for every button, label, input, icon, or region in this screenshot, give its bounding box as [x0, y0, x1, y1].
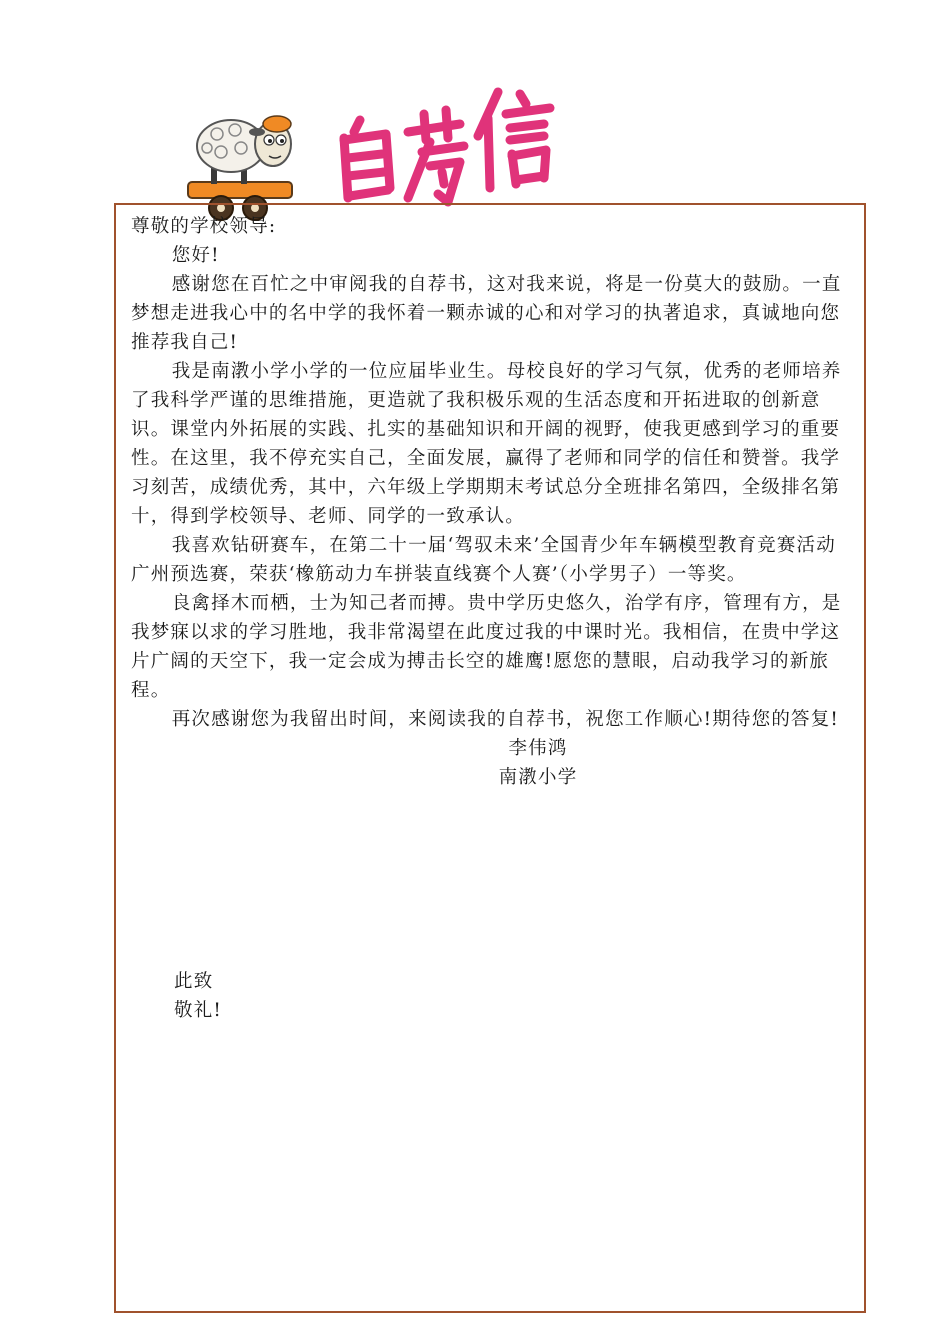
greeting: 您好!	[171, 245, 220, 266]
paragraph-introduction: 我是南漖小学小学的一位应届毕业生。母校良好的学习气氛，优秀的老师培养了我科学严谨的思维措施，更造就了我积极乐观的生活态度和开拓进取的创新意识。课堂内外拓展的实践、扎实的基础知识和开阔的视野，使我更感到学习的重要性。在这里，我不停充实自己，全面发展，赢得了老师和同学的信任和赞誉。我学习刻苦，成绩优秀，其中，六年级上学期期末考试总分全班排名第四，全级排名第十，得到学校领导、老师、同学的一致承认。	[131, 361, 842, 527]
signature-name: 李伟鸿	[508, 738, 568, 759]
closing-line-2: 敬礼!	[174, 1000, 223, 1021]
signature-school: 南漖小学	[498, 767, 578, 788]
paragraph-thanks: 再次感谢您为我留出时间，来阅读我的自荐书，祝您工作顺心!期待您的答复!	[171, 709, 840, 730]
salutation: 尊敬的学校领导:	[131, 216, 277, 237]
closing-line-1: 此致	[174, 971, 214, 992]
paragraph-aspiration: 良禽择木而栖，士为知己者而搏。贵中学历史悠久，治学有序，管理有方，是我梦寐以求的学习胜地，我非常渴望在此度过我的中课时光。我相信，在贵中学这片广阔的天空下，我一定会成为搏击长空的雄鹰!愿您的慧眼，启动我学习的新旅程。	[131, 593, 842, 701]
paragraph-gratitude: 感谢您在百忙之中审阅我的自荐书，这对我来说，将是一份莫大的鼓励。一直梦想走进我心中的名中学的我怀着一颗赤诚的心和对学习的执著追求，真诚地向您推荐我自己!	[131, 274, 842, 353]
paragraph-award: 我喜欢钻研赛车，在第二十一届‘驾驭未来’全国青少年车辆模型教育竞赛活动广州预选赛，荣获‘橡筋动力车拼装直线赛个人赛’（小学男子）一等奖。	[131, 535, 836, 585]
title-art	[330, 80, 570, 210]
letter-body	[131, 212, 855, 792]
closing	[174, 967, 222, 1025]
title-art-text: 自荐信	[330, 80, 333, 81]
